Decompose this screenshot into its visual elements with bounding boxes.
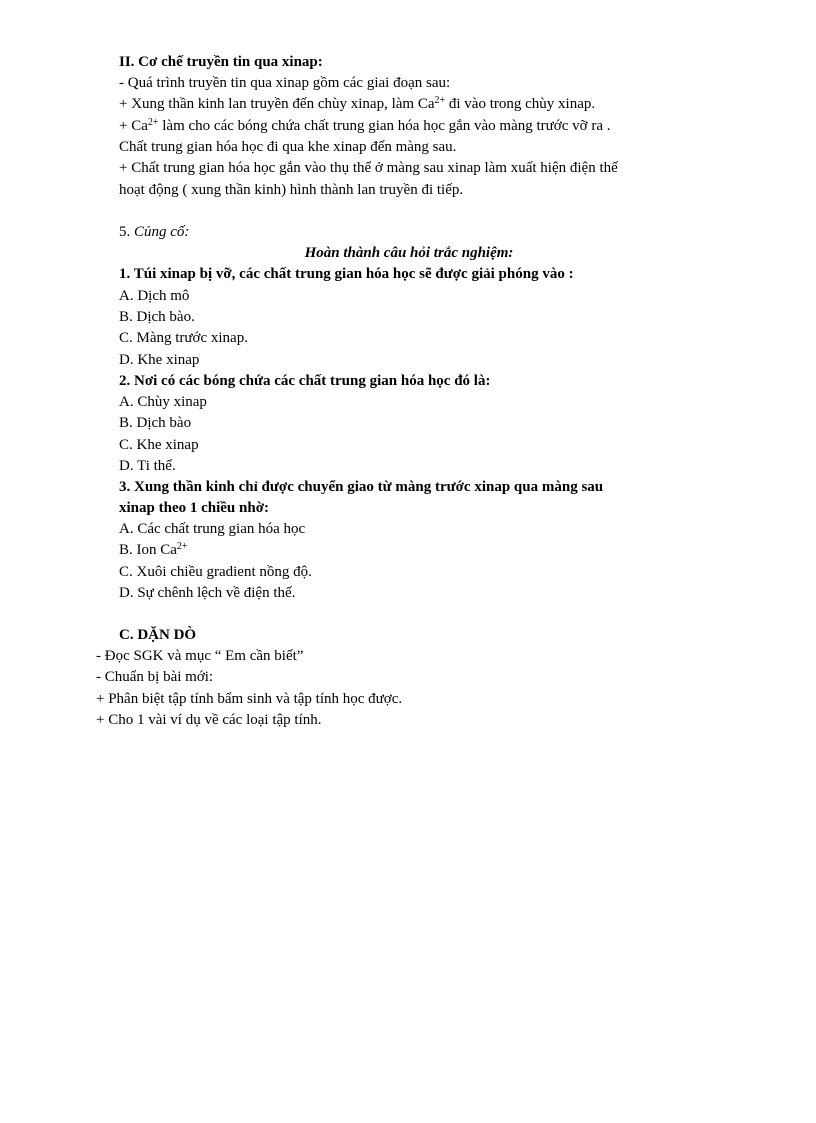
question-2-option-d: D. Ti thể. <box>119 458 176 474</box>
homework-item-1: - Đọc SGK và mục “ Em cần biết” <box>96 648 304 664</box>
question-1-option-c: C. Màng trước xinap. <box>119 330 248 346</box>
homework-item-3: + Phân biệt tập tính bẩm sinh và tập tính học được. <box>96 691 403 707</box>
section-heading: II. Cơ chế truyền tin qua xinap: <box>119 54 323 70</box>
step-3: + Chất trung gian hóa học gắn vào thụ thể ở màng sau xinap làm xuất hiện điện thế <box>119 160 618 176</box>
section-intro: - Quá trình truyền tin qua xinap gồm các giai đoạn sau: <box>119 75 451 91</box>
homework-heading: C. DẶN DÒ <box>119 627 197 643</box>
question-2-option-c: C. Khe xinap <box>119 437 199 453</box>
quiz-title: Hoàn thành câu hỏi trắc nghiệm: <box>304 245 514 261</box>
question-3-option-c: C. Xuôi chiều gradient nồng độ. <box>119 564 312 580</box>
consolidate-label: 5. Củng cố: <box>119 224 190 240</box>
step-3-continued: hoạt động ( xung thần kinh) hình thành lan truyền đi tiếp. <box>119 182 464 198</box>
question-2-option-a: A. Chùy xinap <box>119 394 207 410</box>
step-2: + $Ca^{2+}$ làm cho các bóng chứa chất trung gian hóa học gắn vào màng trước vỡ ra . <box>119 117 611 134</box>
question-3: 3. Xung thần kinh chỉ được chuyển giao từ màng trước xinap qua màng sau <box>119 479 604 495</box>
question-1-option-d: D. Khe xinap <box>119 352 200 368</box>
homework-item-4: + Cho 1 vài ví dụ về các loại tập tính. <box>96 712 322 728</box>
question-3-option-b: B. Ion $Ca^{2+}$ <box>119 541 188 558</box>
question-3-continued: xinap theo 1 chiều nhờ: <box>119 500 269 516</box>
homework-item-2: - Chuẩn bị bài mới: <box>96 669 214 685</box>
question-1: 1. Túi xinap bị vỡ, các chất trung gian hóa học sẽ được giải phóng vào : <box>119 266 574 282</box>
question-1-option-a: A. Dịch mô <box>119 288 190 304</box>
question-3-option-d: D. Sự chênh lệch về điện thế. <box>119 585 296 601</box>
question-2-option-b: B. Dịch bào <box>119 415 192 431</box>
step-2-continued: Chất trung gian hóa học đi qua khe xinap đến màng sau. <box>119 139 457 155</box>
question-1-option-b: B. Dịch bào. <box>119 309 195 325</box>
step-1: + Xung thần kinh lan truyền đến chùy xinap, làm $Ca^{2+}$ đi vào trong chùy xinap. <box>119 95 596 112</box>
question-2: 2. Nơi có các bóng chứa các chất trung gian hóa học đó là: <box>119 373 491 389</box>
question-3-option-a: A. Các chất trung gian hóa học <box>119 521 306 537</box>
